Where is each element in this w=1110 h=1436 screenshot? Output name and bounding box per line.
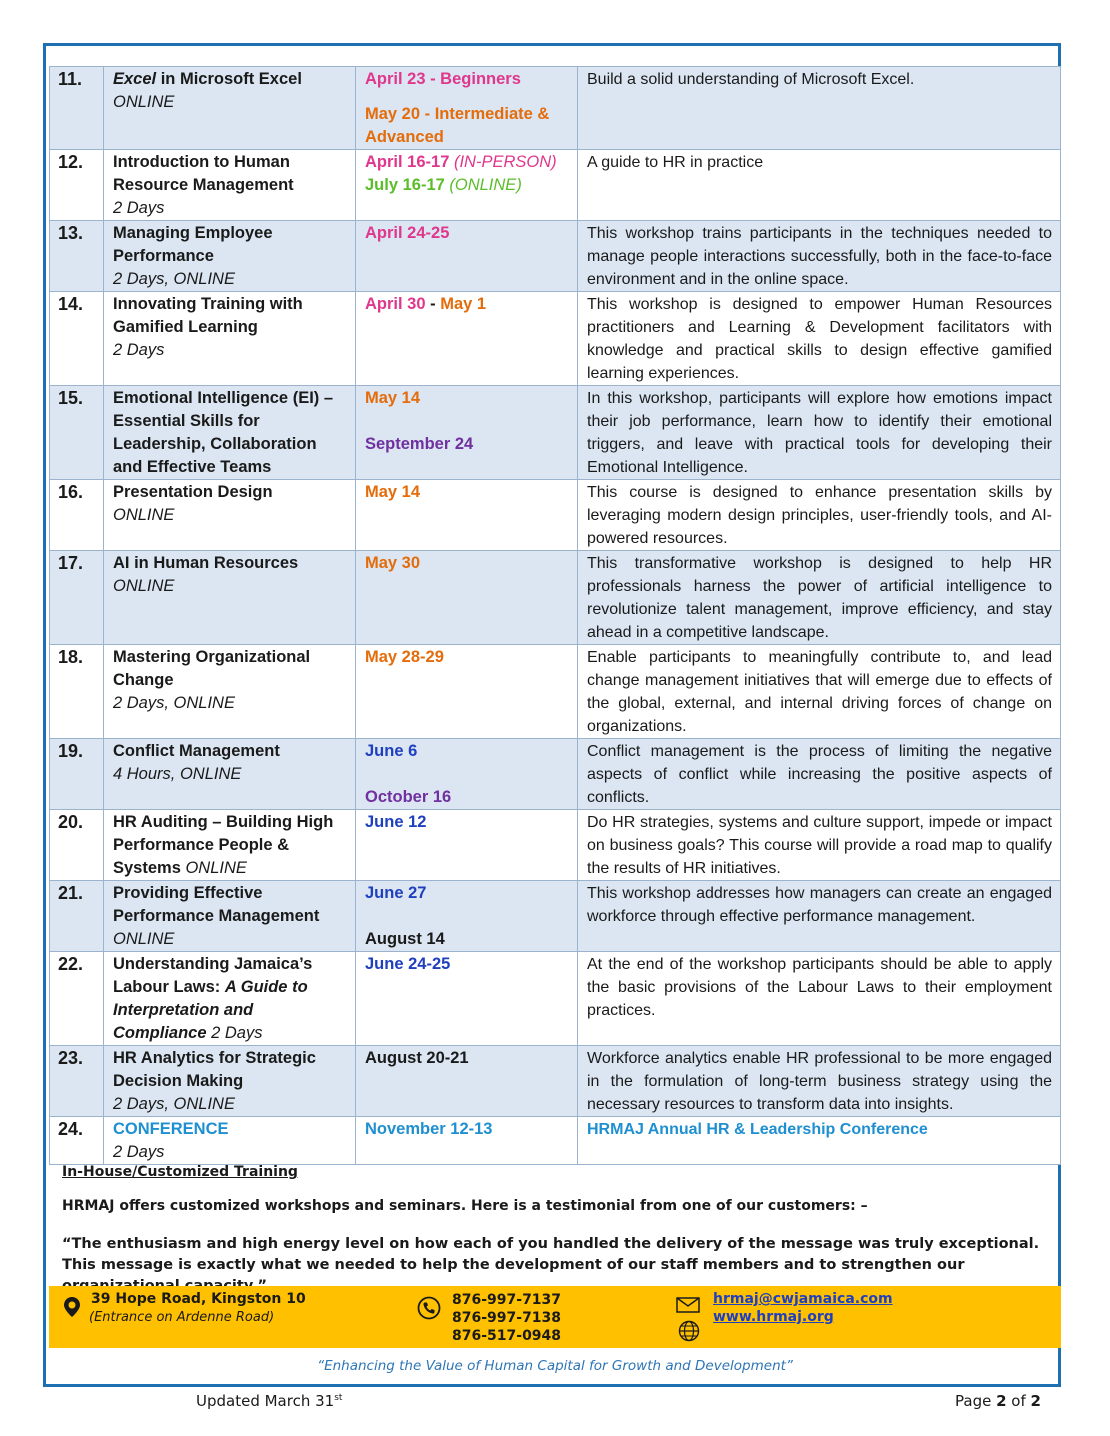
phone-number: 876-517-0948: [452, 1328, 562, 1344]
testimonial-quote: “The enthusiasm and high energy level on how each of you handled the delivery of the message was truly exceptional. This message is exactly what we needed to help the development of our staff members and to strengthen our: [62, 1236, 1040, 1273]
course-description: This workshop addresses how managers can create an engaged workforce through effective performance management.: [578, 881, 1061, 952]
course-dates: November 12-13: [356, 1117, 578, 1165]
course-dates: May 14: [356, 480, 578, 551]
phone-icon: [417, 1296, 441, 1320]
row-number: 11.: [50, 67, 104, 150]
table-row: [50, 292, 1061, 386]
updated-date: Updated March 31st: [196, 1392, 343, 1410]
course-dates: April 16-17 (IN-PERSON) July 16-17 (ONLINE): [356, 150, 578, 221]
course-dates: June 12: [356, 810, 578, 881]
row-number: 18.: [50, 645, 104, 739]
course-description: Build a solid understanding of Microsoft Excel.: [578, 67, 1061, 150]
course-title: Innovating Training with Gamified Learning 2 Days: [104, 292, 356, 386]
course-title: Conflict Management 4 Hours, ONLINE: [104, 739, 356, 810]
tagline: “Enhancing the Value of Human Capital for Growth and Development”: [317, 1358, 793, 1374]
course-title: AI in Human Resources ONLINE: [104, 551, 356, 645]
course-dates: April 24-25: [356, 221, 578, 292]
table-row: [50, 739, 1061, 810]
address-line: 39 Hope Road, Kingston 10: [91, 1291, 306, 1307]
table-row: [50, 480, 1061, 551]
table-row: [50, 810, 1061, 881]
phone-number: 876-997-7137: [452, 1292, 562, 1308]
table-row: [50, 1117, 1061, 1165]
row-number: 22.: [50, 952, 104, 1046]
course-dates: June 27 August 14: [356, 881, 578, 952]
table-row: [50, 1046, 1061, 1117]
course-title: Understanding Jamaica’s Labour Laws: A Guide to Interpretation and Compliance 2 Days: [104, 952, 356, 1046]
course-title: HR Analytics for Strategic Decision Making 2 Days, ONLINE: [104, 1046, 356, 1117]
phone-number: 876-997-7138: [452, 1310, 562, 1326]
row-number: 23.: [50, 1046, 104, 1117]
row-number: 16.: [50, 480, 104, 551]
address-note: (Entrance on Ardenne Road): [89, 1310, 275, 1325]
course-dates: May 30: [356, 551, 578, 645]
table-row: [50, 952, 1061, 1046]
email-link[interactable]: hrmaj@cwjamaica.com: [713, 1291, 893, 1307]
page-number: Page 2 of 2: [955, 1392, 1041, 1410]
table-row: [50, 551, 1061, 645]
course-title: CONFERENCE 2 Days: [104, 1117, 356, 1165]
course-description: Conflict management is the process of limiting the negative aspects of conflict while increasing the positive aspects of conflicts.: [578, 739, 1061, 810]
table-row: [50, 881, 1061, 952]
row-number: 21.: [50, 881, 104, 952]
course-description: Workforce analytics enable HR professional to be more engaged in the formulation of long-term business strategy using the necessary resources to transform data into insights.: [578, 1046, 1061, 1117]
course-title: Emotional Intelligence (EI) – Essential Skills for Leadership, Collaboration and Effective Teams: [104, 386, 356, 480]
course-dates: August 20-21: [356, 1046, 578, 1117]
course-dates: April 23 - Beginners May 20 - Intermediate & Advanced: [356, 67, 578, 150]
row-number: 14.: [50, 292, 104, 386]
table-row: [50, 150, 1061, 221]
location-pin-icon: [63, 1296, 81, 1318]
table-row: [50, 386, 1061, 480]
course-description: This transformative workshop is designed to help HR professionals harness the power of artificial intelligence to revolutionize talent management, improve efficiency, and stay ahead in a competitive landscape.: [578, 551, 1061, 645]
course-dates: June 6 October 16: [356, 739, 578, 810]
phone-numbers: [452, 1291, 561, 1345]
course-table: [49, 66, 1061, 1165]
course-title: Introduction to Human Resource Management 2 Days: [104, 150, 356, 221]
course-description: This course is designed to enhance presentation skills by leveraging modern design principles, user-friendly tools, and AI-powered resources.: [578, 480, 1061, 551]
inhouse-intro: HRMAJ offers customized workshops and seminars. Here is a testimonial from one of our customers: –: [62, 1198, 868, 1214]
course-description: This workshop is designed to empower Human Resources practitioners and Learning & Development facilitators with knowledge and practical skills to design effective gamified learning experiences.: [578, 292, 1061, 386]
row-number: 17.: [50, 551, 104, 645]
course-dates: June 24-25: [356, 952, 578, 1046]
course-title: Excel in Microsoft Excel ONLINE: [104, 67, 356, 150]
table-row: [50, 221, 1061, 292]
row-number: 19.: [50, 739, 104, 810]
course-description: Enable participants to meaningfully contribute to, and lead change management initiatives that will emerge due to effects of the global, external, and internal driving forces of change on organizations.: [578, 645, 1061, 739]
table-row: [50, 67, 1061, 150]
course-description: At the end of the workshop participants should be able to apply the basic provisions of the Labour Laws to their employment practices.: [578, 952, 1061, 1046]
course-title: Providing Effective Performance Management ONLINE: [104, 881, 356, 952]
course-description: In this workshop, participants will explore how emotions impact their job performance, learn how to identify their emotional triggers, and leave with practical tools for developing their Emotional Intelligence.: [578, 386, 1061, 480]
course-dates: May 14 September 24: [356, 386, 578, 480]
course-title: Presentation Design ONLINE: [104, 480, 356, 551]
row-number: 13.: [50, 221, 104, 292]
course-description: HRMAJ Annual HR & Leadership Conference: [578, 1117, 1061, 1165]
row-number: 15.: [50, 386, 104, 480]
row-number: 12.: [50, 150, 104, 221]
website-link[interactable]: www.hrmaj.org: [713, 1309, 834, 1325]
course-title: Mastering Organizational Change 2 Days, ONLINE: [104, 645, 356, 739]
row-number: 20.: [50, 810, 104, 881]
inhouse-heading: In-House/Customized Training: [62, 1164, 298, 1180]
globe-icon: [678, 1320, 700, 1342]
course-title: HR Auditing – Building High Performance People & Systems ONLINE: [104, 810, 356, 881]
course-dates: May 28-29: [356, 645, 578, 739]
course-dates: April 30 - May 1: [356, 292, 578, 386]
course-title: Managing Employee Performance 2 Days, ONLINE: [104, 221, 356, 292]
table-row: [50, 645, 1061, 739]
course-description: A guide to HR in practice: [578, 150, 1061, 221]
course-description: Do HR strategies, systems and culture support, impede or impact on business goals? This course will provide a road map to qualify the results of HR initiatives.: [578, 810, 1061, 881]
contact-footer: [49, 1286, 1061, 1348]
course-description: This workshop trains participants in the techniques needed to manage people interactions successfully, both in the face-to-face environment and in the online space.: [578, 221, 1061, 292]
email-icon: [676, 1297, 700, 1313]
row-number: 24.: [50, 1117, 104, 1165]
